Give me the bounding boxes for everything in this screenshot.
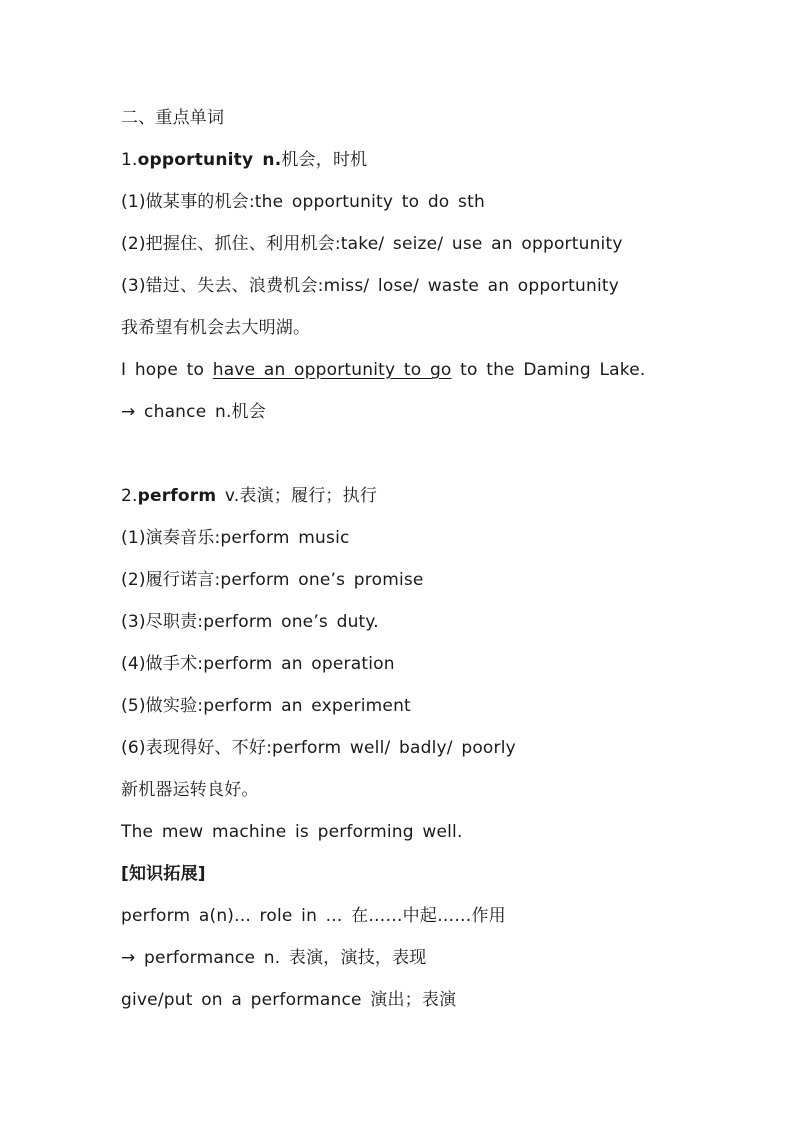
- extension-heading: [知识拓展]: [121, 864, 206, 884]
- entry-1-example-en: [121, 359, 645, 381]
- example-en-after: to the Daming Lake.: [451, 360, 646, 380]
- entry-1-title: [121, 149, 367, 171]
- entry-2-number: 2.: [121, 486, 138, 506]
- entry-2-headword: perform: [137, 486, 217, 506]
- entry-1-phrase-2: (2)把握住、抓住、利用机会:take/ seize/ use an opportunity: [121, 234, 623, 254]
- extension-line-3: give/put on a performance 演出；表演: [121, 990, 457, 1010]
- entry-1-number: 1.: [121, 150, 138, 170]
- entry-2-phrase-6: (6)表现得好、不好:perform well/ badly/ poorly: [121, 738, 516, 758]
- entry-1-meaning: 机会，时机: [281, 150, 368, 170]
- example-en-underlined: have an opportunity to go: [212, 360, 452, 380]
- extension-line-2: → performance n. 表演，演技，表现: [121, 948, 427, 968]
- entry-2-title: [121, 485, 377, 507]
- entry-2-phrase-5: (5)做实验:perform an experiment: [121, 696, 411, 716]
- entry-1-example-cn: 我希望有机会去大明湖。: [121, 318, 311, 338]
- entry-1-headword: opportunity n.: [137, 150, 282, 170]
- entry-2-meaning: v.表演；履行；执行: [216, 486, 378, 506]
- entry-2-phrase-4: (4)做手术:perform an operation: [121, 654, 395, 674]
- example-en-before: I hope to: [121, 360, 213, 380]
- entry-1-synonym: → chance n.机会: [121, 402, 266, 422]
- section-heading: 二、重点单词: [121, 108, 225, 128]
- entry-2-example-en: The mew machine is performing well.: [121, 822, 463, 842]
- entry-2-phrase-2: (2)履行诺言:perform one’s promise: [121, 570, 424, 590]
- extension-line-1: perform a(n)... role in ... 在……中起……作用: [121, 906, 506, 926]
- entry-1-phrase-3: (3)错过、失去、浪费机会:miss/ lose/ waste an opportunity: [121, 276, 620, 296]
- entry-1-phrase-1: (1)做某事的机会:the opportunity to do sth: [121, 192, 485, 212]
- entry-2-example-cn: 新机器运转良好。: [121, 780, 259, 800]
- entry-2-phrase-1: (1)演奏音乐:perform music: [121, 528, 350, 548]
- entry-2-phrase-3: (3)尽职责:perform one’s duty.: [121, 612, 379, 632]
